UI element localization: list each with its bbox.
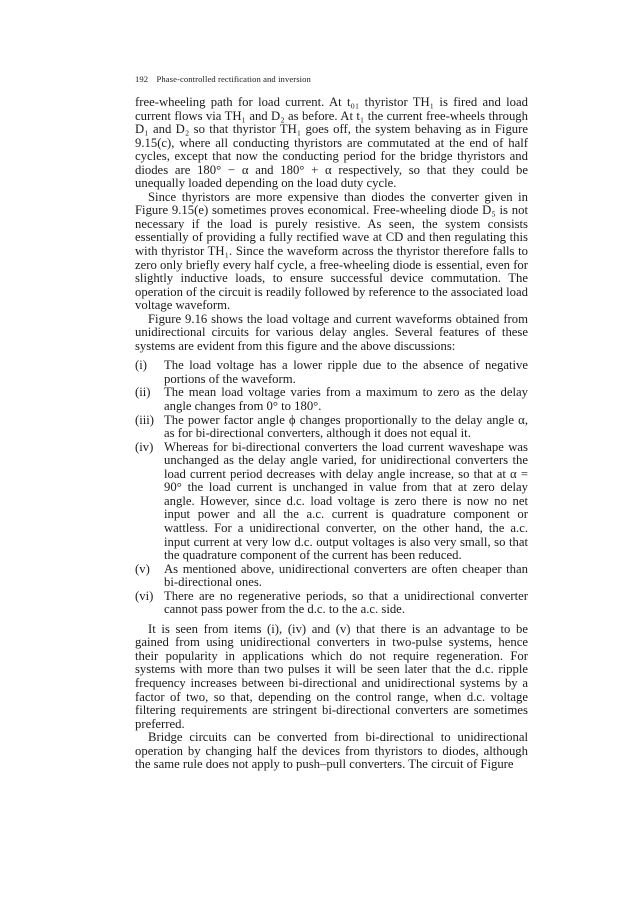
list-item [135,386,528,413]
list-item-number: (iii) [135,412,155,427]
list-item-text: The mean load voltage varies from a maximum to zero as the delay angle changes from 0° to 180°. [164,385,528,414]
paragraph: Bridge circuits can be converted from bi-directional to unidirectional operation by changing half the devices from thyristors to diodes, although the same rule does not apply to push–pull converters. The circuit of Figure [135,730,528,772]
list-item [135,563,528,590]
list-item-number: (vi) [135,588,154,603]
list-item [135,414,528,441]
list-item [135,359,528,386]
list-item-text: As mentioned above, unidirectional converters are often cheaper than bi-directional ones. [164,561,528,590]
page-number: 192 [135,74,149,84]
paragraph: Figure 9.16 shows the load voltage and current waveforms obtained from unidirectional circuits for various delay angles. Several features of these systems are evident from this figure and the above discussions: [135,311,528,353]
running-title: Phase-controlled rectification and inversion [156,74,311,84]
list-item [135,441,528,563]
paragraph: free-wheeling path for load current. At t₀₁ thyristor TH₁ is fired and load current flows via TH₁ and D₂ as before. At t₁ the current free-wheels through D₁ and D₂ so that thyristor TH₁ goes off, the system behaving as in Figure 9.15(c), where all conducting thyristors are commutated at the end of half cycles, except that now the conducting period for the bridge thyristors and diodes are 180° − α and 180° + α respectively, so that they could be unequally loaded depending on the load duty cycle. [135,95,528,191]
list-item [135,590,528,617]
list-item-text: The power factor angle ϕ changes proportionally to the delay angle α, as for bi-directional converters, although it does not equal it. [164,412,528,441]
page-body [135,96,528,772]
list-item-text: The load voltage has a lower ripple due to the absence of negative portions of the waveform. [164,358,528,386]
list-item-text: Whereas for bi-directional converters the load current waveshape was unchanged as the delay angle varied, for unidirectional converters the load current period decreases with delay angle increase, so that at α = 90° the load current is unchanged in value from that at zero delay angle. However, since d.c. load voltage is zero there is now no net input power and all the a.c. current is quadrature component or wattless. For a unidirectional converter, on the other hand, the a.c. input current at very low d.c. output voltages is also very small, so that the quadrature component of the current has been reduced. [164,439,528,563]
list-item-text: There are no regenerative periods, so that a unidirectional converter cannot pass power from the d.c. to the a.c. side. [164,588,528,617]
list-item-number: (i) [135,358,147,373]
running-header [135,74,311,84]
feature-list [135,359,528,616]
list-item-number: (ii) [135,385,151,400]
list-item-number: (iv) [135,439,154,454]
paragraph: Since thyristors are more expensive than diodes the converter given in Figure 9.15(e) sometimes proves economical. Free-wheeling diode D₅ is not necessary if the load is purely resistive. As seen, the system consists essentially of providing a fully rectified wave at CD and then regulating this with thyristor TH₁. Since the waveform across the thyristor therefore falls to zero only briefly every half cycle, a free-wheeling diode is essential, even for slightly inductive loads, to ensure successful device commutation. The operation of the circuit is readily followed by reference to the associated load voltage waveform. [135,189,528,313]
paragraph: It is seen from items (i), (iv) and (v) that there is an advantage to be gained from using unidirectional converters in two-pulse systems, hence their popularity in applications which do not require regeneration. For systems with more than two pulses it will be seen later that the d.c. ripple frequency increases between bi-directional and unidirectional systems by a factor of two, so that, depending on the control range, when d.c. voltage filtering requirements are stringent bi-directional converters are sometimes preferred. [135,621,528,731]
list-item-number: (v) [135,561,150,576]
